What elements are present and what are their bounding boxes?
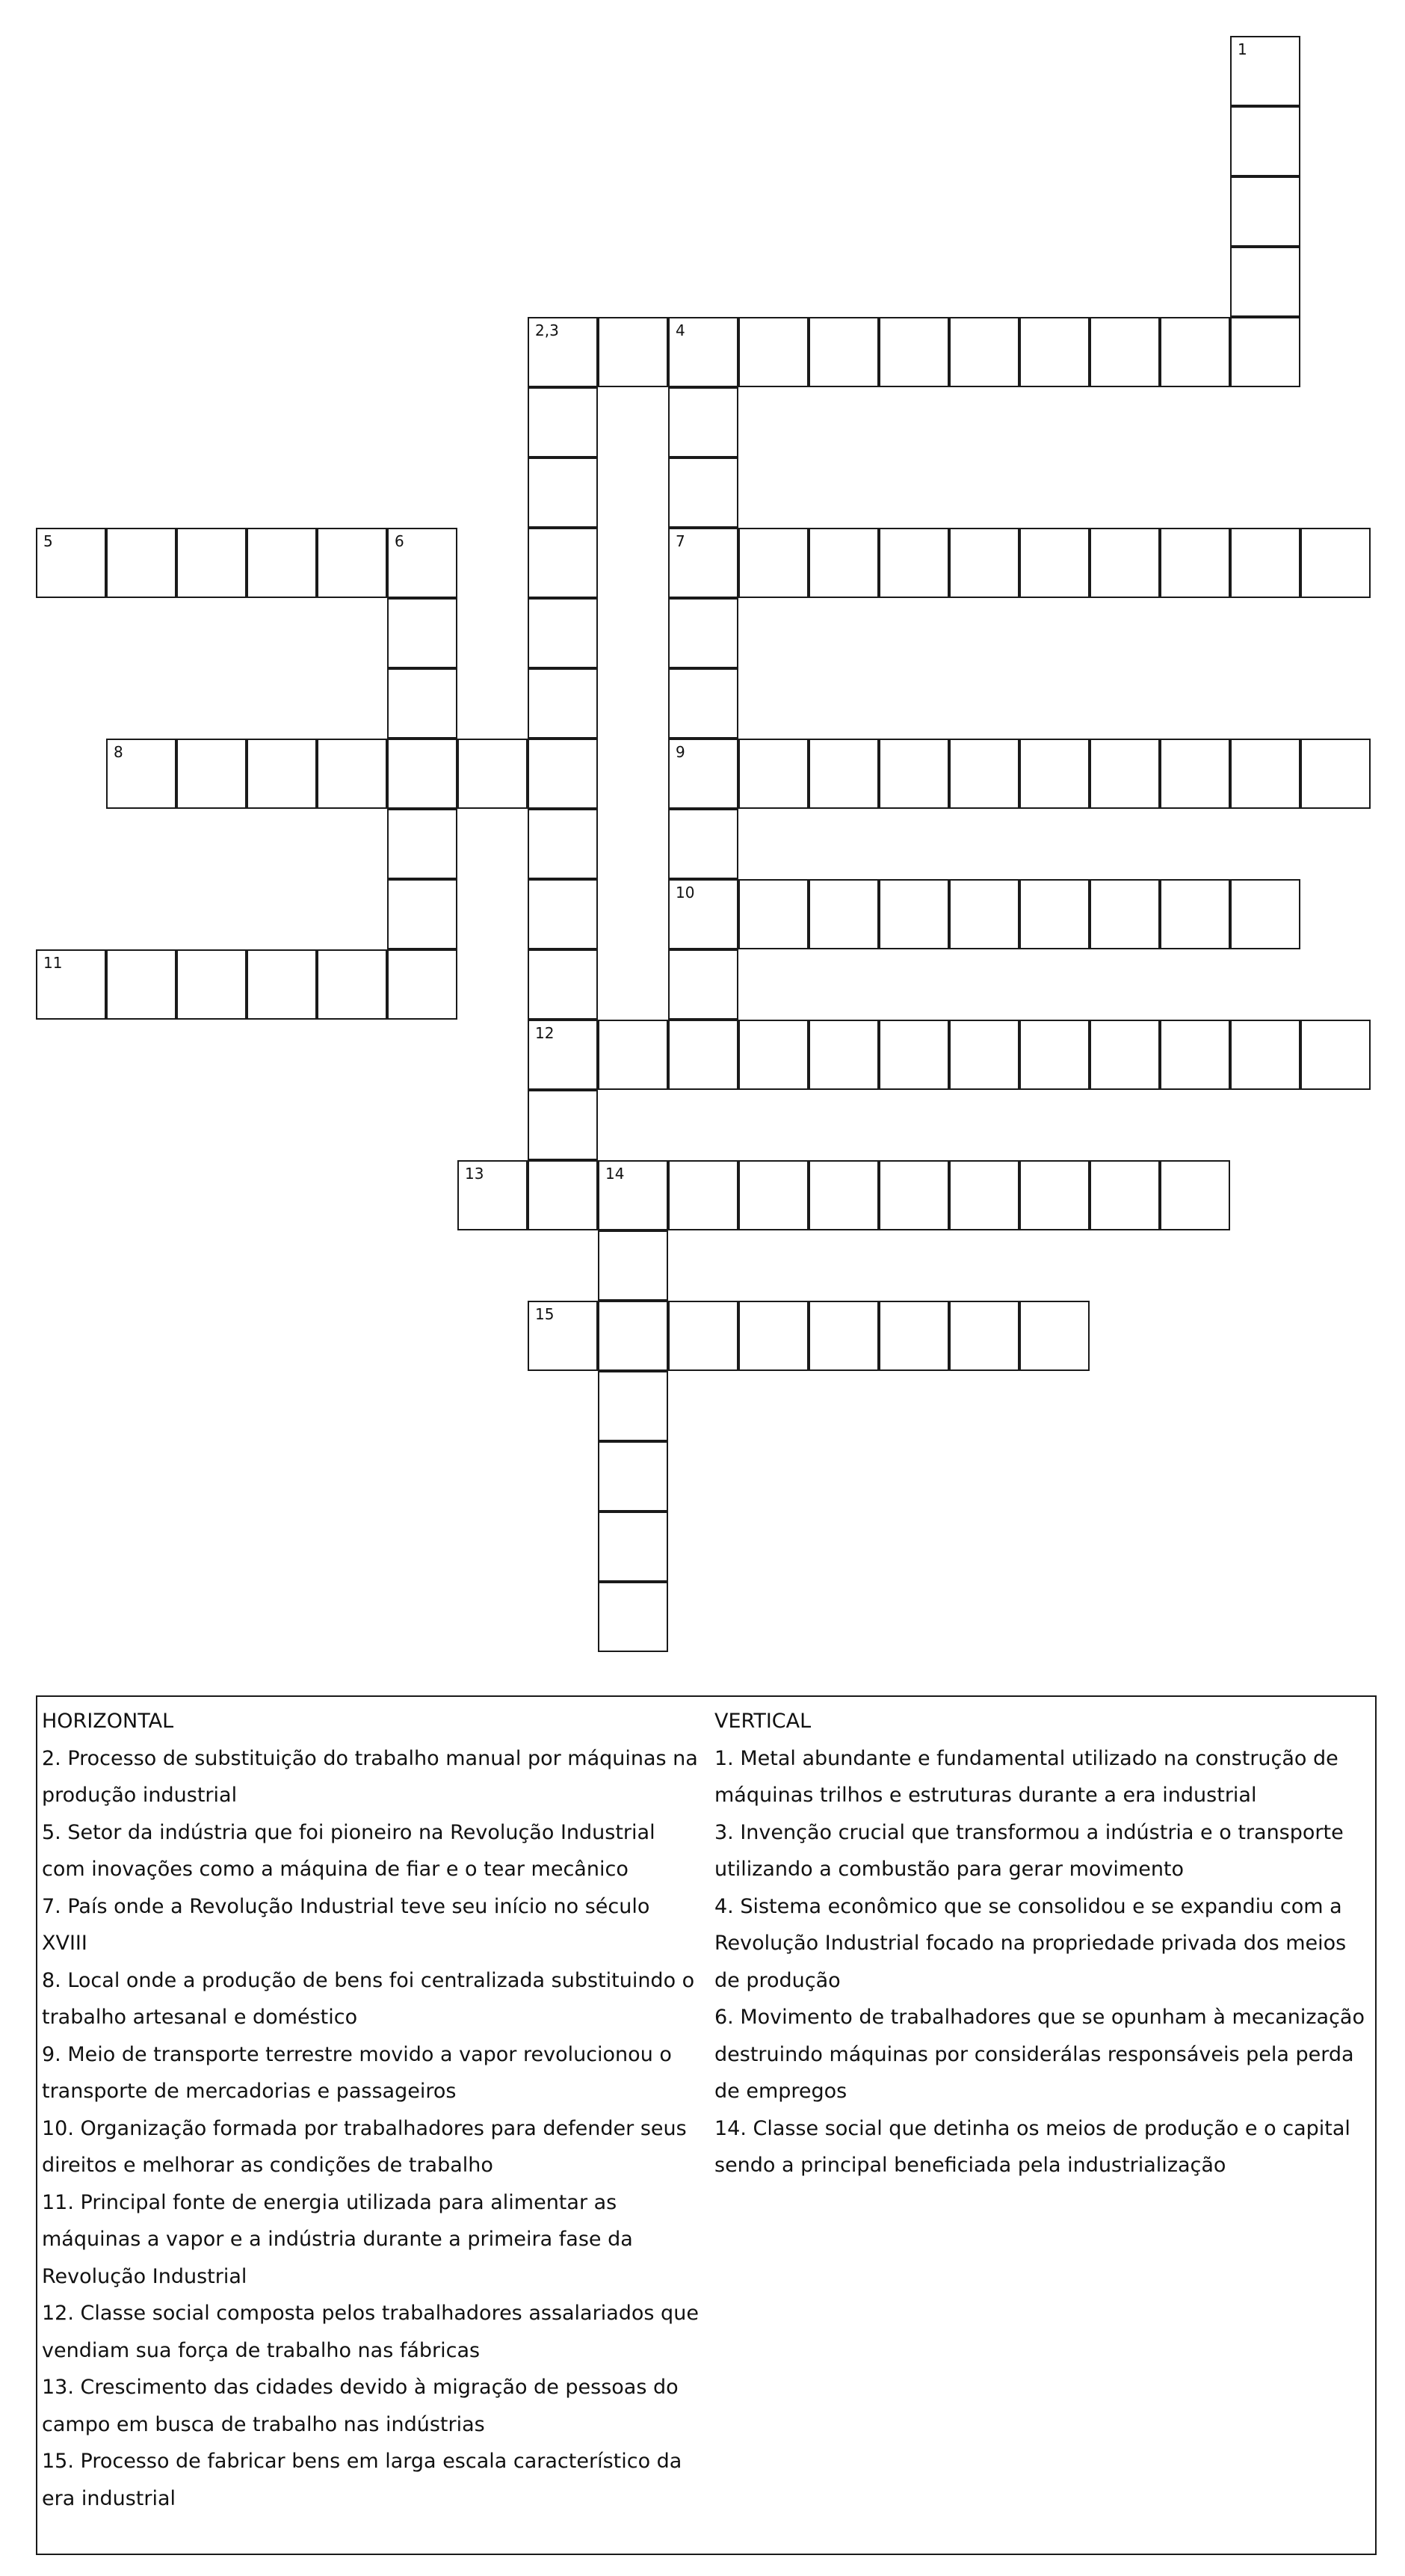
crossword-cell[interactable] — [387, 739, 457, 809]
crossword-cell[interactable] — [949, 1160, 1019, 1230]
crossword-cell[interactable] — [1300, 1020, 1371, 1090]
crossword-cell[interactable] — [457, 1160, 528, 1230]
crossword-cell[interactable] — [1090, 879, 1160, 949]
crossword-cell[interactable] — [598, 317, 668, 387]
crossword-cell[interactable] — [949, 1020, 1019, 1090]
clue-horizontal-15: 15. Processo de fabricar bens em larga escala característico da era industrial — [42, 2450, 682, 2510]
crossword-cell[interactable] — [809, 879, 879, 949]
crossword-cell[interactable] — [1019, 879, 1090, 949]
crossword-cell[interactable] — [528, 1160, 598, 1230]
crossword-cell[interactable] — [668, 387, 738, 457]
clue-horizontal-5: 5. Setor da indústria que foi pioneiro na Revolução Industrial com inovações como a máquina de fiar e o tear mecânico — [42, 1820, 655, 1881]
crossword-cell[interactable] — [598, 1160, 668, 1230]
crossword-cell[interactable] — [738, 739, 809, 809]
clue-horizontal-13: 13. Crescimento das cidades devido à migração de pessoas do campo em busca de trabalho nas indústrias — [42, 2376, 679, 2436]
crossword-cell[interactable] — [668, 317, 738, 387]
crossword-cell[interactable] — [528, 1020, 598, 1090]
crossword-cell[interactable] — [1090, 1020, 1160, 1090]
crossword-cell[interactable] — [738, 1020, 809, 1090]
crossword-cell[interactable] — [1019, 317, 1090, 387]
crossword-cell[interactable] — [1160, 1020, 1230, 1090]
clue-number: 10 — [676, 884, 695, 902]
crossword-cell[interactable] — [809, 1301, 879, 1371]
crossword-cell[interactable] — [1090, 739, 1160, 809]
crossword-cell[interactable] — [528, 598, 598, 668]
crossword-cell[interactable] — [247, 949, 317, 1020]
crossword-cell[interactable] — [598, 1512, 668, 1582]
crossword-cell[interactable] — [1160, 528, 1230, 598]
crossword-cell[interactable] — [1160, 317, 1230, 387]
crossword-cell[interactable] — [387, 668, 457, 739]
crossword-cell[interactable] — [738, 1160, 809, 1230]
crossword-cell[interactable] — [1230, 528, 1300, 598]
clue-number: 13 — [465, 1165, 484, 1183]
horizontal-heading: HORIZONTAL — [42, 1710, 174, 1733]
crossword-cell[interactable] — [1230, 106, 1300, 176]
crossword-cell[interactable] — [1160, 739, 1230, 809]
clue-horizontal-9: 9. Meio de transporte terrestre movido a vapor revolucionou o transporte de mercadorias e passageiros — [42, 2042, 672, 2103]
clue-vertical-4: 4. Sistema econômico que se consolidou e se expandiu com a Revolução Industrial focado na propriedade privada dos meios de produção — [714, 1894, 1347, 1992]
crossword-cell[interactable] — [668, 1301, 738, 1371]
crossword-cell[interactable] — [668, 809, 738, 879]
crossword-cell[interactable] — [598, 1020, 668, 1090]
crossword-cell[interactable] — [317, 949, 387, 1020]
crossword-cell[interactable] — [528, 528, 598, 598]
clue-horizontal-12: 12. Classe social composta pelos trabalhadores assalariados que vendiam sua força de trabalho nas fábricas — [42, 2302, 699, 2362]
crossword-cell[interactable] — [809, 1020, 879, 1090]
crossword-cell[interactable] — [1230, 317, 1300, 387]
crossword-cell[interactable] — [809, 317, 879, 387]
crossword-cell[interactable] — [1230, 1020, 1300, 1090]
crossword-cell[interactable] — [1019, 739, 1090, 809]
crossword-cell[interactable] — [528, 739, 598, 809]
crossword-cell[interactable] — [528, 879, 598, 949]
crossword-cell[interactable] — [1090, 1160, 1160, 1230]
clue-horizontal-7: 7. País onde a Revolução Industrial teve seu início no século XVIII — [42, 1894, 650, 1955]
crossword-cell[interactable] — [879, 739, 949, 809]
crossword-cell[interactable] — [1160, 1160, 1230, 1230]
crossword-cell[interactable] — [668, 528, 738, 598]
vertical-clues — [714, 1703, 1372, 2184]
clues-box — [36, 1695, 1377, 2555]
crossword-cell[interactable] — [528, 457, 598, 528]
crossword-cell[interactable] — [879, 1020, 949, 1090]
crossword-cell[interactable] — [668, 949, 738, 1020]
crossword-cell[interactable] — [528, 387, 598, 457]
clue-horizontal-2: 2. Processo de substituição do trabalho manual por máquinas na produção industrial — [42, 1746, 698, 1807]
crossword-cell[interactable] — [1300, 739, 1371, 809]
crossword-cell[interactable] — [1019, 1301, 1090, 1371]
clue-horizontal-10: 10. Organização formada por trabalhadores para defender seus direitos e melhorar as condições de trabalho — [42, 2116, 687, 2177]
clue-number: 15 — [535, 1305, 555, 1323]
crossword-cell[interactable] — [668, 668, 738, 739]
clue-number: 14 — [605, 1165, 625, 1183]
clue-number: 6 — [395, 532, 404, 550]
crossword-cell[interactable] — [949, 317, 1019, 387]
crossword-cell[interactable] — [598, 1301, 668, 1371]
crossword-cell[interactable] — [879, 1160, 949, 1230]
crossword-cell[interactable] — [36, 528, 106, 598]
crossword-cell[interactable] — [106, 739, 176, 809]
clue-number: 12 — [535, 1024, 555, 1042]
crossword-cell[interactable] — [668, 879, 738, 949]
crossword-cell[interactable] — [809, 1160, 879, 1230]
clue-vertical-3: 3. Invenção crucial que transformou a indústria e o transporte utilizando a combustão para gerar movimento — [714, 1820, 1344, 1881]
crossword-cell[interactable] — [1019, 1160, 1090, 1230]
crossword-cell[interactable] — [317, 528, 387, 598]
crossword-cell[interactable] — [1090, 528, 1160, 598]
crossword-cell[interactable] — [738, 528, 809, 598]
crossword-cell[interactable] — [668, 598, 738, 668]
clue-number: 2,3 — [535, 321, 559, 339]
crossword-cell[interactable] — [668, 1020, 738, 1090]
crossword-cell[interactable] — [1160, 879, 1230, 949]
crossword-cell[interactable] — [387, 528, 457, 598]
crossword-cell[interactable] — [387, 949, 457, 1020]
crossword-cell[interactable] — [668, 457, 738, 528]
crossword-cell[interactable] — [738, 317, 809, 387]
crossword-cell[interactable] — [36, 949, 106, 1020]
crossword-cell[interactable] — [1019, 1020, 1090, 1090]
clue-vertical-6: 6. Movimento de trabalhadores que se opunham à mecanização destruindo máquinas por considerálas responsáveis pela perda de empregos — [714, 2006, 1365, 2103]
clue-horizontal-11: 11. Principal fonte de energia utilizada para alimentar as máquinas a vapor e a indústria durante a primeira fase da Revolução Industrial — [42, 2190, 633, 2288]
crossword-cell[interactable] — [528, 809, 598, 879]
crossword-cell[interactable] — [949, 1301, 1019, 1371]
crossword-cell[interactable] — [1230, 739, 1300, 809]
crossword-cell[interactable] — [879, 317, 949, 387]
crossword-cell[interactable] — [1230, 879, 1300, 949]
crossword-cell[interactable] — [949, 528, 1019, 598]
clue-number: 7 — [676, 532, 685, 550]
crossword-cell[interactable] — [598, 1441, 668, 1512]
crossword-cell[interactable] — [949, 879, 1019, 949]
crossword-cell[interactable] — [598, 1582, 668, 1652]
crossword-cell[interactable] — [879, 528, 949, 598]
crossword-cell[interactable] — [668, 739, 738, 809]
crossword-cell[interactable] — [176, 739, 247, 809]
clue-number: 4 — [676, 321, 685, 339]
crossword-cell[interactable] — [598, 1230, 668, 1301]
crossword-cell[interactable] — [528, 1090, 598, 1160]
clue-number: 5 — [43, 532, 53, 550]
crossword-cell[interactable] — [176, 528, 247, 598]
clue-vertical-1: 1. Metal abundante e fundamental utilizado na construção de máquinas trilhos e estruturas durante a era industrial — [714, 1746, 1338, 1807]
crossword-cell[interactable] — [598, 1371, 668, 1441]
crossword-cell[interactable] — [528, 668, 598, 739]
crossword-cell[interactable] — [1090, 317, 1160, 387]
crossword-cell[interactable] — [528, 949, 598, 1020]
crossword-cell[interactable] — [738, 879, 809, 949]
crossword-cell[interactable] — [1230, 36, 1300, 106]
crossword-cell[interactable] — [809, 739, 879, 809]
crossword-cell[interactable] — [176, 949, 247, 1020]
clue-number: 8 — [114, 743, 123, 761]
clue-number: 9 — [676, 743, 685, 761]
crossword-cell[interactable] — [106, 949, 176, 1020]
crossword-cell[interactable] — [387, 879, 457, 949]
crossword-cell[interactable] — [387, 598, 457, 668]
crossword-cell[interactable] — [528, 1301, 598, 1371]
vertical-heading: VERTICAL — [714, 1710, 812, 1733]
clue-horizontal-8: 8. Local onde a produção de bens foi centralizada substituindo o trabalho artesanal e doméstico — [42, 1968, 695, 2029]
crossword-cell[interactable] — [879, 879, 949, 949]
crossword-cell[interactable] — [1230, 176, 1300, 247]
crossword-cell[interactable] — [809, 528, 879, 598]
crossword-cell[interactable] — [738, 1301, 809, 1371]
clue-number: 1 — [1238, 40, 1247, 58]
crossword-cell[interactable] — [1230, 247, 1300, 317]
crossword-cell[interactable] — [106, 528, 176, 598]
crossword-cell[interactable] — [949, 739, 1019, 809]
crossword-cell[interactable] — [247, 528, 317, 598]
crossword-cell[interactable] — [1300, 528, 1371, 598]
crossword-cell[interactable] — [668, 1160, 738, 1230]
crossword-cell[interactable] — [317, 739, 387, 809]
horizontal-clues — [42, 1703, 700, 2517]
crossword-cell[interactable] — [528, 317, 598, 387]
crossword-cell[interactable] — [387, 809, 457, 879]
clue-number: 11 — [43, 954, 63, 972]
crossword-cell[interactable] — [879, 1301, 949, 1371]
clue-vertical-14: 14. Classe social que detinha os meios de produção e o capital sendo a principal beneficiada pela industrialização — [714, 2116, 1350, 2177]
crossword-cell[interactable] — [247, 739, 317, 809]
crossword-cell[interactable] — [1019, 528, 1090, 598]
crossword-cell[interactable] — [457, 739, 528, 809]
